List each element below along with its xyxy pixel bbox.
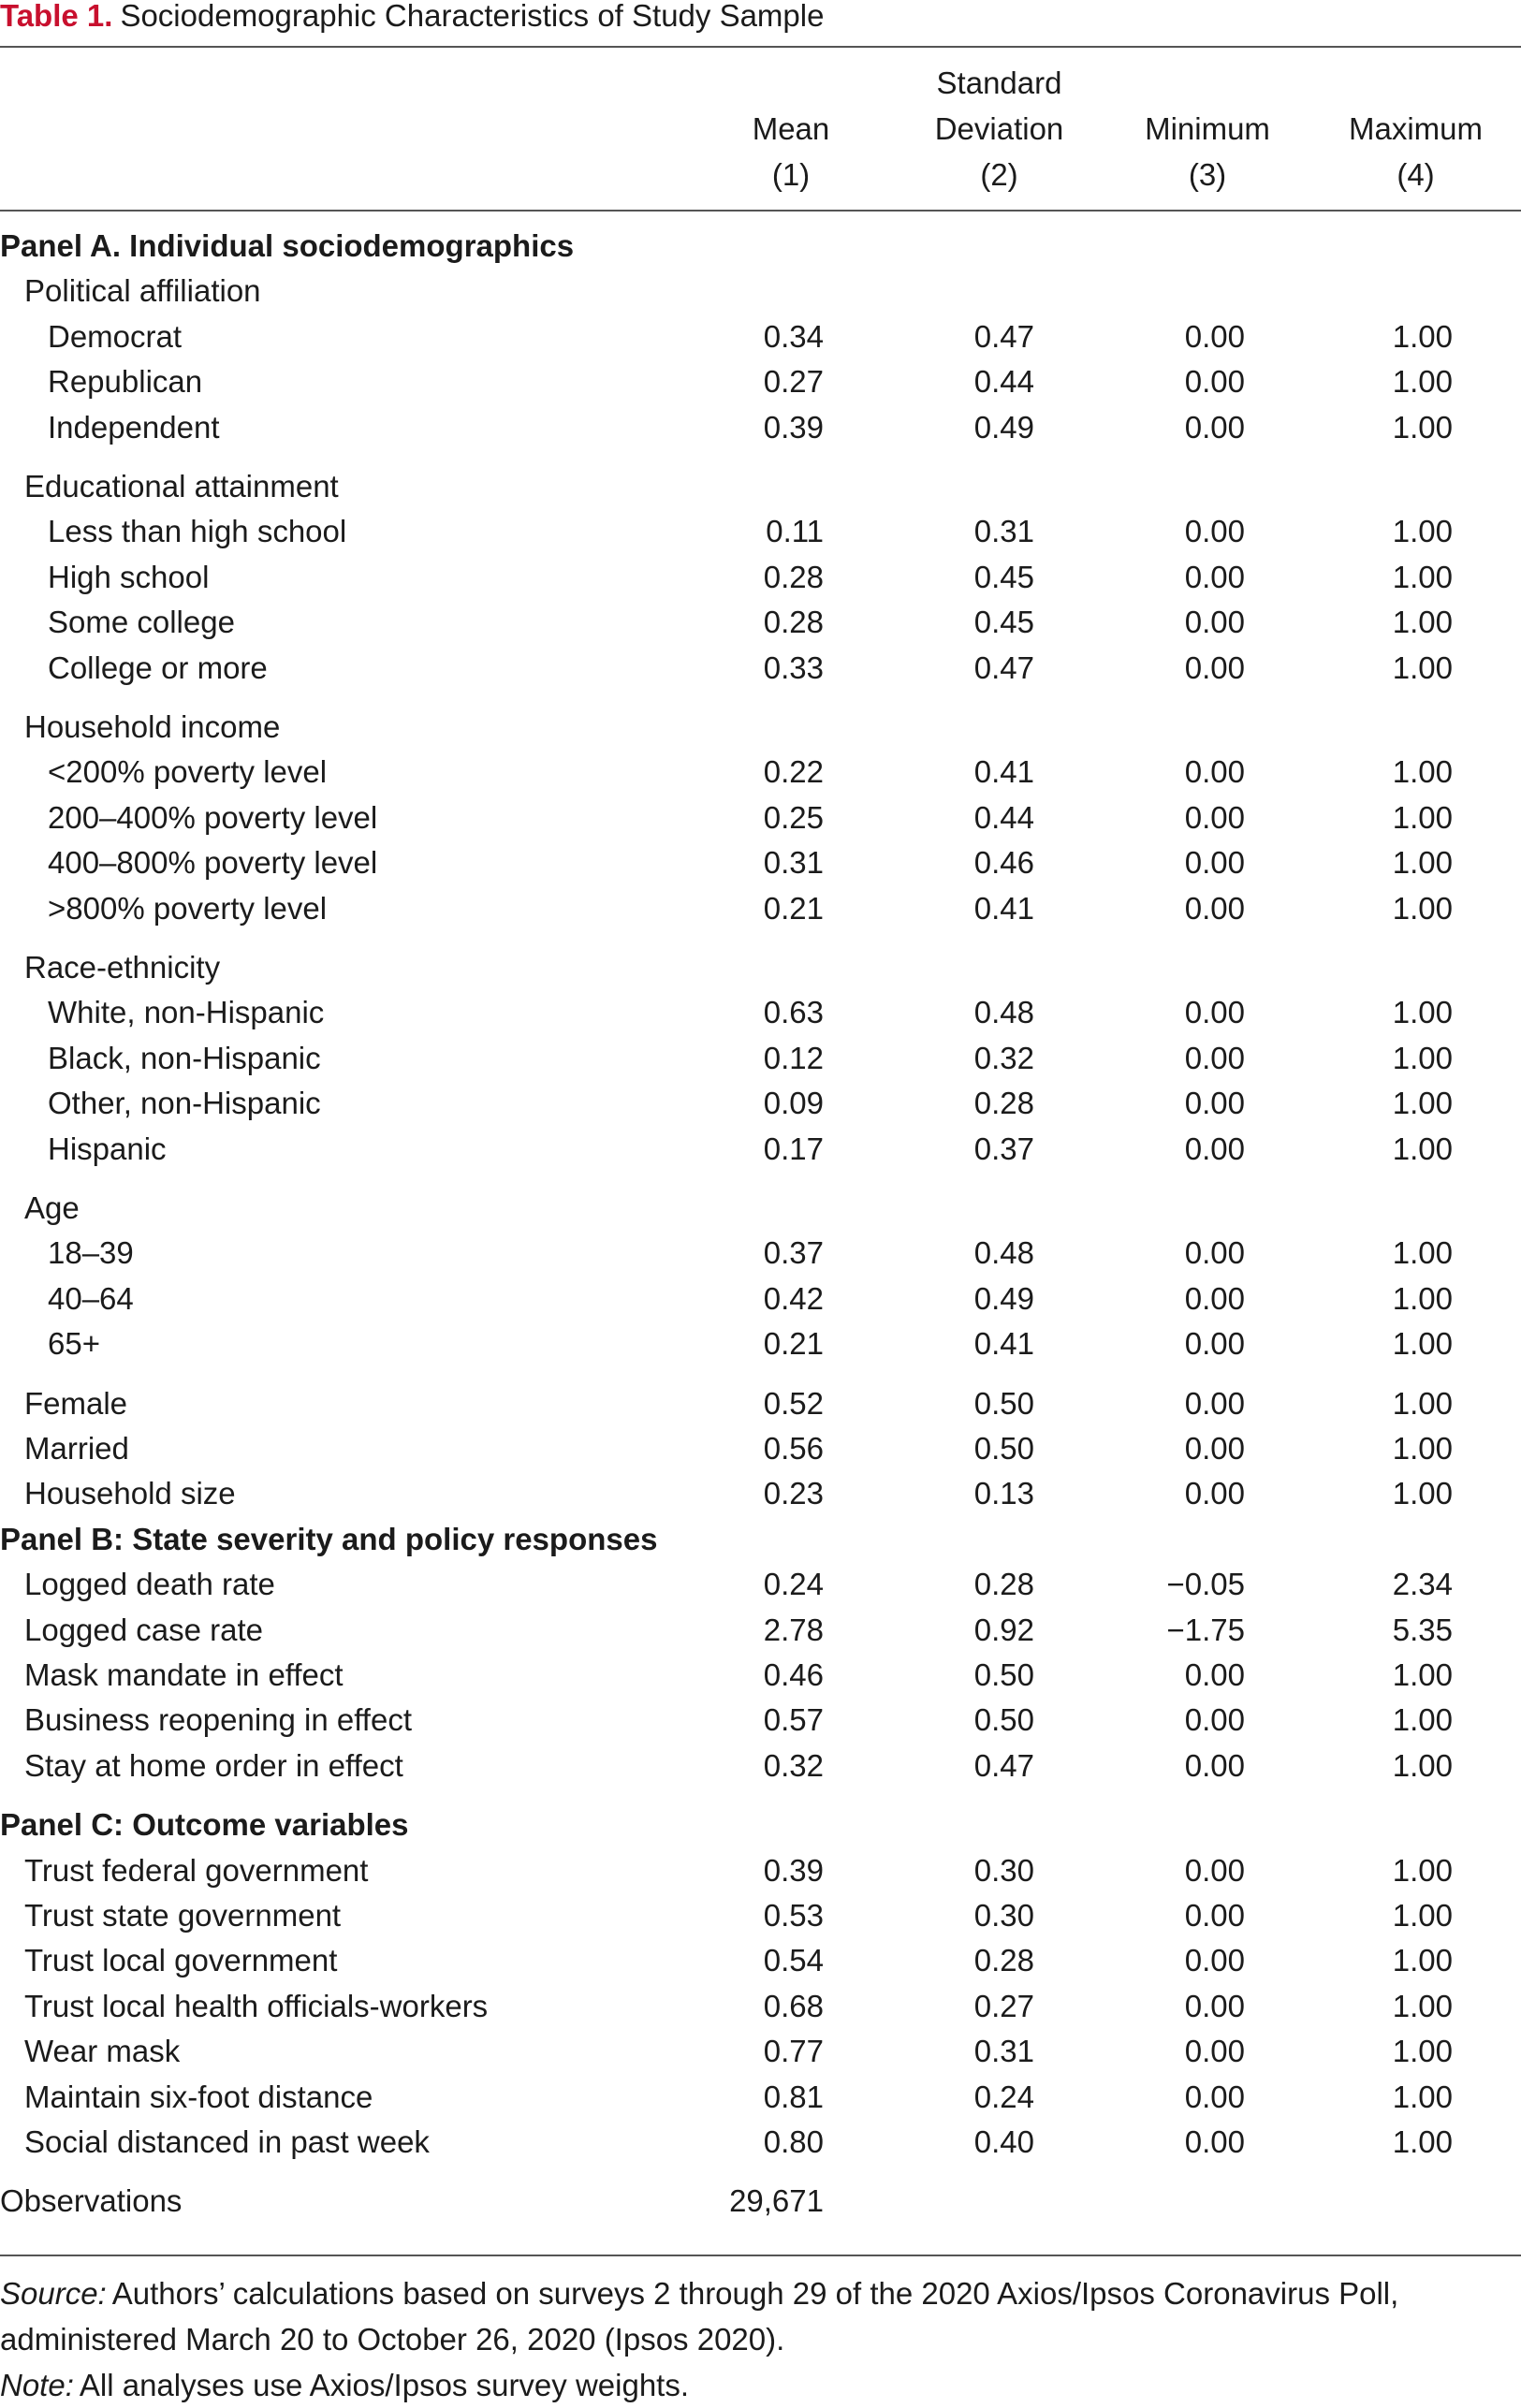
cell-value: 0.44 bbox=[973, 800, 1034, 835]
cell-value: 0.54 bbox=[763, 1943, 824, 1977]
table-row bbox=[0, 599, 1521, 645]
source-note-continued bbox=[0, 2316, 784, 2362]
cell-value: 0.50 bbox=[973, 1431, 1034, 1466]
cell-value: 0.30 bbox=[973, 1898, 1034, 1933]
observations-row bbox=[0, 2178, 1521, 2224]
row-label: Observations bbox=[0, 2183, 183, 2218]
row-label: Less than high school bbox=[48, 514, 347, 548]
table-row bbox=[0, 1035, 1521, 1081]
row-label: Race-ethnicity bbox=[24, 950, 221, 985]
cell-value: 0.45 bbox=[973, 605, 1034, 639]
cell-value: 0.41 bbox=[973, 754, 1034, 789]
cell-value: 0.68 bbox=[763, 1989, 824, 2023]
cell-value: 0.00 bbox=[1184, 1989, 1245, 2023]
cell-value: 0.00 bbox=[1184, 2124, 1245, 2159]
cell-value: 0.50 bbox=[973, 1386, 1034, 1421]
cell-value: 0.28 bbox=[763, 605, 824, 639]
cell-value: 1.00 bbox=[1392, 2080, 1453, 2114]
cell-value: 0.00 bbox=[1184, 1131, 1245, 1166]
cell-value: 0.46 bbox=[973, 845, 1034, 880]
row-label: Stay at home order in effect bbox=[24, 1748, 403, 1783]
row-label: Democrat bbox=[48, 319, 183, 354]
row-label: Married bbox=[24, 1431, 129, 1466]
cell-value: 1.00 bbox=[1392, 605, 1453, 639]
cell-value: 0.63 bbox=[763, 995, 824, 1029]
table-row bbox=[0, 2028, 1521, 2074]
cell-value: 0.32 bbox=[973, 1041, 1034, 1075]
column-header-standard-deviation bbox=[908, 60, 1090, 197]
cell-value: 0.45 bbox=[973, 560, 1034, 594]
cell-value: 1.00 bbox=[1392, 1657, 1453, 1692]
row-label: Mask mandate in effect bbox=[24, 1657, 344, 1692]
cell-value: 0.22 bbox=[763, 754, 824, 789]
cell-value: 0.32 bbox=[763, 1748, 824, 1783]
cell-value: 1.00 bbox=[1392, 2124, 1453, 2159]
cell-value: 0.25 bbox=[763, 800, 824, 835]
cell-value: 0.39 bbox=[763, 410, 824, 445]
cell-value: 0.33 bbox=[763, 650, 824, 685]
table-row bbox=[0, 1892, 1521, 1938]
cell-value: 0.34 bbox=[763, 319, 824, 354]
cell-value: 0.41 bbox=[973, 1326, 1034, 1361]
cell-value: 1.00 bbox=[1392, 845, 1453, 880]
table-row bbox=[0, 839, 1521, 885]
cell-value: 0.00 bbox=[1184, 514, 1245, 548]
row-label: Trust local health officials-workers bbox=[24, 1989, 489, 2023]
column-header-maximum bbox=[1320, 60, 1512, 197]
cell-value: 0.13 bbox=[973, 1476, 1034, 1510]
cell-value: 1.00 bbox=[1392, 650, 1453, 685]
cell-value: 0.28 bbox=[973, 1086, 1034, 1120]
column-header-line1: Standard bbox=[936, 66, 1062, 100]
table-row bbox=[0, 885, 1521, 931]
row-label: Independent bbox=[48, 410, 220, 445]
table-row bbox=[0, 2074, 1521, 2120]
row-label: Household size bbox=[24, 1476, 236, 1510]
column-header-mean bbox=[707, 60, 875, 197]
cell-value: 0.00 bbox=[1184, 1235, 1245, 1270]
row-label: Household income bbox=[24, 709, 281, 744]
cell-value: 0.28 bbox=[973, 1567, 1034, 1601]
cell-value: 0.47 bbox=[973, 319, 1034, 354]
table-caption bbox=[0, 0, 824, 37]
row-label: Some college bbox=[48, 605, 235, 639]
cell-value: 0.00 bbox=[1184, 1431, 1245, 1466]
cell-value: 0.27 bbox=[973, 1989, 1034, 2023]
table-row bbox=[0, 1697, 1521, 1743]
table-row bbox=[0, 2119, 1521, 2165]
table-row bbox=[0, 1230, 1521, 1276]
cell-value: 1.00 bbox=[1392, 1943, 1453, 1977]
cell-value: 0.46 bbox=[763, 1657, 824, 1692]
weights-note bbox=[0, 2362, 689, 2408]
row-label: Republican bbox=[48, 364, 203, 399]
cell-value: 0.40 bbox=[973, 2124, 1034, 2159]
cell-value: 0.00 bbox=[1184, 410, 1245, 445]
row-label: College or more bbox=[48, 650, 268, 685]
row-label: 400–800% poverty level bbox=[48, 845, 378, 880]
table-row bbox=[0, 463, 1521, 509]
cell-value: 1.00 bbox=[1392, 800, 1453, 835]
cell-value: 0.00 bbox=[1184, 1748, 1245, 1783]
cell-value: 0.21 bbox=[763, 891, 824, 926]
cell-value: 0.09 bbox=[763, 1086, 824, 1120]
top-rule bbox=[0, 46, 1521, 48]
cell-value: 1.00 bbox=[1392, 1131, 1453, 1166]
cell-value: 0.31 bbox=[973, 2034, 1034, 2068]
column-header-line2: Minimum bbox=[1145, 111, 1270, 146]
source-text-continued: administered March 20 to October 26, 2020 (Ipsos 2020). bbox=[0, 2322, 785, 2357]
row-label: 200–400% poverty level bbox=[48, 800, 378, 835]
cell-value: 0.00 bbox=[1184, 845, 1245, 880]
cell-value: 0.52 bbox=[763, 1386, 824, 1421]
cell-value: 0.50 bbox=[973, 1657, 1034, 1692]
table-row bbox=[0, 314, 1521, 359]
cell-value: 0.00 bbox=[1184, 1386, 1245, 1421]
cell-value: 1.00 bbox=[1392, 1326, 1453, 1361]
cell-value: 0.00 bbox=[1184, 1086, 1245, 1120]
column-header-line2: Deviation bbox=[934, 111, 1064, 146]
cell-value: 1.00 bbox=[1392, 1041, 1453, 1075]
row-label: 65+ bbox=[48, 1326, 100, 1361]
row-label: 40–64 bbox=[48, 1281, 134, 1316]
cell-value: 0.81 bbox=[763, 2080, 824, 2114]
row-label: Hispanic bbox=[48, 1131, 167, 1166]
row-label: Trust local government bbox=[24, 1943, 338, 1977]
column-header-line1 bbox=[1114, 60, 1301, 106]
cell-value: 0.39 bbox=[763, 1853, 824, 1888]
row-label: Logged death rate bbox=[24, 1567, 275, 1601]
cell-value: 1.00 bbox=[1392, 514, 1453, 548]
cell-value: 0.44 bbox=[973, 364, 1034, 399]
table-row bbox=[0, 1080, 1521, 1126]
row-label: Business reopening in effect bbox=[24, 1702, 412, 1737]
row-label: Trust federal government bbox=[24, 1853, 369, 1888]
cell-value: 0.49 bbox=[973, 1281, 1034, 1316]
column-header-number: (4) bbox=[1397, 157, 1435, 192]
table-row bbox=[0, 1380, 1521, 1426]
header-rule bbox=[0, 210, 1521, 212]
cell-value: 0.56 bbox=[763, 1431, 824, 1466]
cell-value: 0.24 bbox=[763, 1567, 824, 1601]
table-row bbox=[0, 704, 1521, 750]
table-title: Sociodemographic Characteristics of Study Sample bbox=[120, 0, 825, 33]
row-label: Social distanced in past week bbox=[24, 2124, 430, 2159]
cell-value: 0.24 bbox=[973, 2080, 1034, 2114]
cell-value: 0.00 bbox=[1184, 1476, 1245, 1510]
table-row bbox=[0, 1743, 1521, 1788]
panel-heading bbox=[0, 223, 1521, 269]
table-row bbox=[0, 1470, 1521, 1516]
table-row bbox=[0, 404, 1521, 450]
cell-value: 0.23 bbox=[763, 1476, 824, 1510]
cell-value: 0.00 bbox=[1184, 364, 1245, 399]
table-row bbox=[0, 749, 1521, 795]
row-label: <200% poverty level bbox=[48, 754, 328, 789]
table-row bbox=[0, 1937, 1521, 1983]
table-row bbox=[0, 1652, 1521, 1698]
cell-value: 29,671 bbox=[729, 2183, 824, 2218]
table-row bbox=[0, 1321, 1521, 1366]
table-row bbox=[0, 989, 1521, 1035]
table-row bbox=[0, 508, 1521, 554]
column-header-number: (2) bbox=[980, 157, 1018, 192]
cell-value: 0.48 bbox=[973, 995, 1034, 1029]
row-label: Logged case rate bbox=[24, 1613, 264, 1647]
row-label: >800% poverty level bbox=[48, 891, 328, 926]
table-row bbox=[0, 1276, 1521, 1321]
source-text: Authors’ calculations based on surveys 2 through 29 of the 2020 Axios/Ipsos Coronavirus Poll, bbox=[111, 2276, 1399, 2311]
cell-value: 0.00 bbox=[1184, 754, 1245, 789]
cell-value: 1.00 bbox=[1392, 1989, 1453, 2023]
cell-value: 1.00 bbox=[1392, 1748, 1453, 1783]
cell-value: 0.00 bbox=[1184, 1326, 1245, 1361]
cell-value: 0.00 bbox=[1184, 2080, 1245, 2114]
table-number: Table 1. bbox=[0, 0, 113, 33]
cell-value: 0.80 bbox=[763, 2124, 824, 2159]
cell-value: 0.42 bbox=[763, 1281, 824, 1316]
cell-value: 0.37 bbox=[763, 1235, 824, 1270]
column-header-minimum bbox=[1114, 60, 1301, 197]
cell-value: 0.17 bbox=[763, 1131, 824, 1166]
cell-value: 2.78 bbox=[763, 1613, 824, 1647]
cell-value: 0.77 bbox=[763, 2034, 824, 2068]
row-label: Maintain six-foot distance bbox=[24, 2080, 373, 2114]
table-row bbox=[0, 795, 1521, 840]
cell-value: 1.00 bbox=[1392, 995, 1453, 1029]
row-label: White, non-Hispanic bbox=[48, 995, 325, 1029]
cell-value: 1.00 bbox=[1392, 319, 1453, 354]
cell-value: 0.00 bbox=[1184, 1041, 1245, 1075]
cell-value: 0.47 bbox=[973, 1748, 1034, 1783]
table-row bbox=[0, 1425, 1521, 1471]
row-label: Trust state government bbox=[24, 1898, 342, 1933]
cell-value: 1.00 bbox=[1392, 1386, 1453, 1421]
row-label: High school bbox=[48, 560, 210, 594]
cell-value: 0.00 bbox=[1184, 1702, 1245, 1737]
column-header-line2: Mean bbox=[752, 111, 830, 146]
cell-value: 0.31 bbox=[763, 845, 824, 880]
panel-heading bbox=[0, 1516, 1521, 1562]
cell-value: 1.00 bbox=[1392, 891, 1453, 926]
cell-value: 0.00 bbox=[1184, 1281, 1245, 1316]
cell-value: 0.41 bbox=[973, 891, 1034, 926]
row-label: Panel A. Individual sociodemographics bbox=[0, 228, 575, 263]
row-label: Female bbox=[24, 1386, 128, 1421]
table-row bbox=[0, 1126, 1521, 1172]
row-label: Black, non-Hispanic bbox=[48, 1041, 321, 1075]
cell-value: 0.00 bbox=[1184, 560, 1245, 594]
table-row bbox=[0, 1847, 1521, 1893]
cell-value: 0.00 bbox=[1184, 319, 1245, 354]
cell-value: 1.00 bbox=[1392, 1086, 1453, 1120]
cell-value: 0.00 bbox=[1184, 800, 1245, 835]
column-header-line1 bbox=[707, 60, 875, 106]
cell-value: 1.00 bbox=[1392, 1898, 1453, 1933]
cell-value: 0.00 bbox=[1184, 1943, 1245, 1977]
cell-value: 0.30 bbox=[973, 1853, 1034, 1888]
table-row bbox=[0, 268, 1521, 314]
cell-value: 0.48 bbox=[973, 1235, 1034, 1270]
cell-value: −1.75 bbox=[1166, 1613, 1245, 1647]
cell-value: 0.00 bbox=[1184, 605, 1245, 639]
column-header-number: (3) bbox=[1188, 157, 1227, 192]
cell-value: 0.00 bbox=[1184, 891, 1245, 926]
row-label: Political affiliation bbox=[24, 273, 261, 308]
cell-value: 1.00 bbox=[1392, 410, 1453, 445]
cell-value: 0.49 bbox=[973, 410, 1034, 445]
cell-value: 0.12 bbox=[763, 1041, 824, 1075]
cell-value: 0.11 bbox=[766, 514, 824, 548]
table-row bbox=[0, 1983, 1521, 2029]
table-row bbox=[0, 645, 1521, 691]
cell-value: 1.00 bbox=[1392, 1281, 1453, 1316]
cell-value: 1.00 bbox=[1392, 1431, 1453, 1466]
cell-value: 0.50 bbox=[973, 1702, 1034, 1737]
row-label: Other, non-Hispanic bbox=[48, 1086, 321, 1120]
cell-value: 1.00 bbox=[1392, 2034, 1453, 2068]
cell-value: 0.00 bbox=[1184, 1898, 1245, 1933]
table-row bbox=[0, 1185, 1521, 1231]
cell-value: 1.00 bbox=[1392, 560, 1453, 594]
cell-value: 1.00 bbox=[1392, 754, 1453, 789]
cell-value: 0.00 bbox=[1184, 1853, 1245, 1888]
table-row bbox=[0, 1561, 1521, 1607]
bottom-rule bbox=[0, 2255, 1521, 2256]
note-text: All analyses use Axios/Ipsos survey weights. bbox=[79, 2368, 690, 2402]
note-lead: Note: bbox=[0, 2368, 74, 2402]
cell-value: 1.00 bbox=[1392, 1702, 1453, 1737]
cell-value: 1.00 bbox=[1392, 1476, 1453, 1510]
cell-value: 0.28 bbox=[763, 560, 824, 594]
cell-value: 0.37 bbox=[973, 1131, 1034, 1166]
source-note bbox=[0, 2270, 1398, 2316]
row-label: Educational attainment bbox=[24, 469, 339, 503]
row-label: Age bbox=[24, 1190, 80, 1225]
cell-value: 1.00 bbox=[1392, 1853, 1453, 1888]
table-row bbox=[0, 944, 1521, 990]
column-header-line2: Maximum bbox=[1348, 111, 1483, 146]
table-row bbox=[0, 554, 1521, 600]
table-row bbox=[0, 358, 1521, 404]
cell-value: 1.00 bbox=[1392, 1235, 1453, 1270]
cell-value: 2.34 bbox=[1392, 1567, 1453, 1601]
cell-value: 1.00 bbox=[1392, 364, 1453, 399]
cell-value: 0.28 bbox=[973, 1943, 1034, 1977]
cell-value: 0.00 bbox=[1184, 650, 1245, 685]
column-header-number: (1) bbox=[771, 157, 811, 192]
cell-value: 0.21 bbox=[763, 1326, 824, 1361]
cell-value: 0.00 bbox=[1184, 995, 1245, 1029]
cell-value: 0.31 bbox=[973, 514, 1034, 548]
cell-value: 5.35 bbox=[1392, 1613, 1453, 1647]
cell-value: 0.92 bbox=[973, 1613, 1034, 1647]
row-label: Panel C: Outcome variables bbox=[0, 1807, 409, 1842]
source-lead: Source: bbox=[0, 2276, 107, 2311]
cell-value: 0.00 bbox=[1184, 2034, 1245, 2068]
cell-value: 0.27 bbox=[763, 364, 824, 399]
cell-value: −0.05 bbox=[1166, 1567, 1245, 1601]
panel-heading bbox=[0, 1802, 1521, 1847]
cell-value: 0.47 bbox=[973, 650, 1034, 685]
row-label: Wear mask bbox=[24, 2034, 181, 2068]
row-label: Panel B: State severity and policy responses bbox=[0, 1522, 658, 1556]
row-label: 18–39 bbox=[48, 1235, 134, 1270]
column-header-line1 bbox=[1320, 60, 1512, 106]
cell-value: 0.53 bbox=[763, 1898, 824, 1933]
cell-value: 0.57 bbox=[763, 1702, 824, 1737]
table-row bbox=[0, 1607, 1521, 1653]
cell-value: 0.00 bbox=[1184, 1657, 1245, 1692]
